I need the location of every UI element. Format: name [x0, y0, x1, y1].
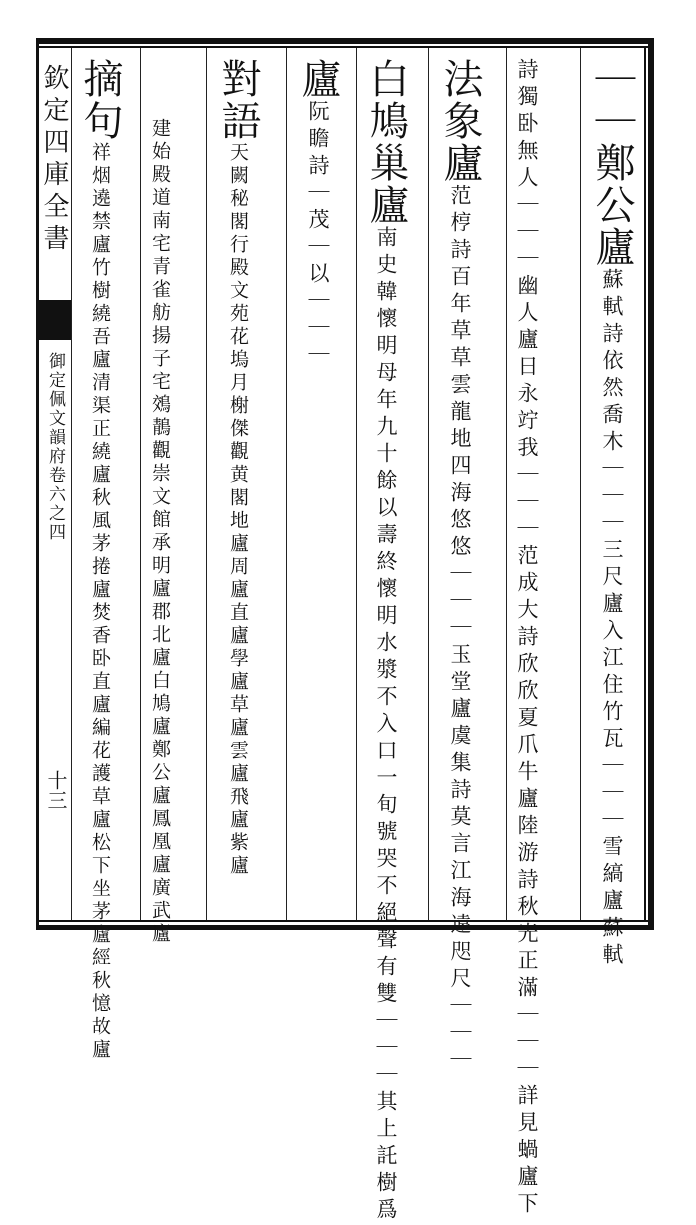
- entry-body: 南史韓懷明母年九十餘以壽終懷明水漿不入口一旬號哭不絕聲有雙｜｜｜其上託樹爲: [374, 226, 398, 1225]
- column-rule: [140, 48, 141, 920]
- text-column-1: [589, 58, 635, 970]
- section-heading: 摘句: [77, 58, 123, 142]
- book-title: 欽定四庫全書: [39, 64, 69, 256]
- entry-body: 蘇軾詩依然喬木｜｜｜三尺廬入江住竹瓦｜｜｜雪縞廬蘇軾: [600, 268, 624, 970]
- entry-body: 阮瞻詩｜茂｜以｜｜｜: [306, 100, 330, 370]
- frame-top-inner-border: [36, 46, 654, 48]
- text-column-3: [437, 58, 483, 1075]
- entry-body: 天闕秘閣行殿文苑花塢月榭傑觀黄閣地廬周廬直廬學廬草廬雲廬飛廬紫廬: [227, 142, 249, 878]
- section-heading: 對語: [215, 58, 261, 142]
- page-number: 十三: [44, 770, 68, 810]
- text-column-6: [215, 58, 261, 918]
- volume-title: 御定佩文韻府卷六之四: [45, 352, 65, 542]
- entry-heading: ｜｜鄭公廬: [589, 58, 635, 268]
- entry-body: 范梈詩百年草草雲龍地四海悠悠｜｜｜玉堂廬虞集詩莫言江海遠咫尺｜｜｜: [448, 184, 472, 1075]
- text-column-4: [363, 58, 409, 1225]
- column-rule: [580, 48, 581, 920]
- column-rule: [286, 48, 287, 920]
- column-rule: [506, 48, 507, 920]
- column-rule: [356, 48, 357, 920]
- text-column-7: [150, 118, 169, 978]
- text-column-8: [77, 58, 123, 1062]
- entry-body: 詩獨卧無人｜｜｜幽人廬日永竚我｜｜｜范成大詩欣欣夏爪牛廬陸游詩秋光正滿｜｜｜詳見蝸廬下: [515, 58, 539, 1219]
- frame-top-border: [36, 38, 654, 44]
- entry-body: 祥烟遶禁廬竹樹繞吾廬清渠正繞廬秋風茅捲廬焚香卧直廬編花護草廬松下坐茅廬經秋憶故廬: [89, 142, 111, 1062]
- entry-heading: 白鳩巢廬: [363, 58, 409, 226]
- column-rule: [206, 48, 207, 920]
- frame-bottom-inner-border: [36, 920, 654, 922]
- entry-body: 建始殿道南宅青雀舫揚子宅鵁鶄觀崇文館承明廬郡北廬白鳩廬鄭公廬鳳凰廬廣武廬: [149, 118, 171, 946]
- frame-bottom-border: [36, 925, 654, 930]
- column-rule: [71, 48, 72, 920]
- frame-right-inner-border: [644, 46, 646, 922]
- column-rule: [428, 48, 429, 920]
- fish-tail-mark: [39, 300, 71, 340]
- entry-heading: 法象廬: [437, 58, 483, 184]
- frame-right-border: [648, 38, 654, 930]
- entry-heading: 廬: [295, 58, 341, 100]
- text-column-5: [295, 58, 341, 918]
- text-column-2: [515, 58, 539, 1219]
